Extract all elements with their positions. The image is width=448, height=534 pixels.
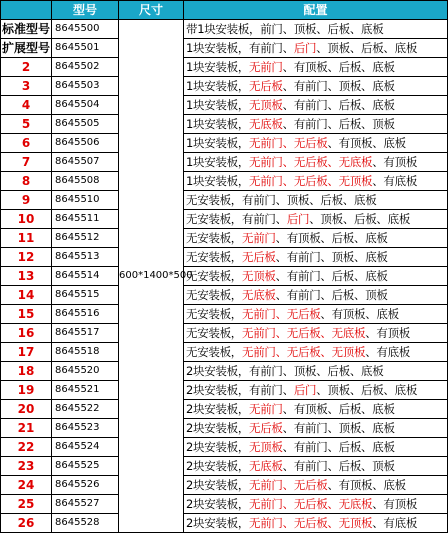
model-number: 8645528 [52, 514, 119, 533]
table-row [1, 495, 448, 514]
table-row [1, 229, 448, 248]
table-body [1, 20, 448, 533]
model-number: 8645520 [52, 362, 119, 381]
row-index: 14 [1, 286, 52, 305]
config-text: 1块安装板，有前门、 [186, 41, 294, 55]
config-cell [184, 77, 448, 96]
table-row [1, 153, 448, 172]
config-text: 、有前门、后板、顶板 [275, 288, 388, 302]
model-number: 8645517 [52, 324, 119, 343]
header-size: 尺寸 [119, 1, 184, 20]
config-cell [184, 134, 448, 153]
row-index: 5 [1, 115, 52, 134]
table-row [1, 476, 448, 495]
config-text: 、有顶板、后板、底板 [275, 231, 388, 245]
model-number: 8645511 [52, 210, 119, 229]
row-index: 2 [1, 58, 52, 77]
config-missing-part: 无前门、无后板、无顶板 [242, 345, 366, 359]
row-index: 26 [1, 514, 52, 533]
config-cell [184, 248, 448, 267]
row-index: 4 [1, 96, 52, 115]
config-text: 无安装板， [186, 326, 242, 340]
table-row [1, 58, 448, 77]
config-text: 、有顶板、后板、底板 [282, 60, 395, 74]
table-row [1, 20, 448, 39]
row-index: 7 [1, 153, 52, 172]
config-text: 、顶板、后板、底板 [316, 383, 418, 397]
table-row [1, 457, 448, 476]
config-text: 1块安装板， [186, 155, 250, 169]
config-missing-part: 无后板 [249, 79, 283, 93]
config-text: 无安装板， [186, 345, 242, 359]
config-text: 、有前门、后板、底板 [275, 269, 388, 283]
config-missing-part: 无前门、无后板、无底板 [249, 155, 373, 169]
model-number: 8645503 [52, 77, 119, 96]
config-text: 1块安装板， [186, 117, 250, 131]
config-text: 、有底板 [372, 516, 418, 530]
model-number: 8645501 [52, 39, 119, 58]
config-missing-part: 无底板 [249, 117, 283, 131]
config-missing-part: 后门 [293, 383, 317, 397]
config-cell [184, 96, 448, 115]
model-number: 8645507 [52, 153, 119, 172]
table-row [1, 286, 448, 305]
row-index: 扩展型号 [1, 39, 52, 58]
config-text: 、有顶板 [372, 155, 418, 169]
config-cell [184, 457, 448, 476]
config-text: 、有前门、顶板、底板 [282, 79, 395, 93]
row-index: 12 [1, 248, 52, 267]
table-row [1, 305, 448, 324]
config-text: 、有顶板 [365, 326, 411, 340]
row-index: 24 [1, 476, 52, 495]
config-cell [184, 362, 448, 381]
config-text: 2块安装板， [186, 421, 250, 435]
table-row [1, 172, 448, 191]
config-text: 、有顶板、底板 [320, 307, 399, 321]
config-text: 、有顶板、后板、底板 [282, 402, 395, 416]
config-missing-part: 无前门、无后板、无底板 [249, 497, 373, 511]
table-row [1, 210, 448, 229]
row-index: 16 [1, 324, 52, 343]
config-text: 无安装板，有前门、 [186, 212, 287, 226]
model-number: 8645515 [52, 286, 119, 305]
model-number: 8645504 [52, 96, 119, 115]
config-text: 2块安装板， [186, 459, 250, 473]
config-text: 2块安装板， [186, 478, 250, 492]
model-number: 8645506 [52, 134, 119, 153]
table-row [1, 381, 448, 400]
config-missing-part: 无前门、无后板、无顶板 [249, 174, 373, 188]
config-cell [184, 305, 448, 324]
row-index: 22 [1, 438, 52, 457]
config-text: 1块安装板， [186, 174, 250, 188]
model-number: 8645502 [52, 58, 119, 77]
config-cell [184, 286, 448, 305]
model-number: 8645527 [52, 495, 119, 514]
table-row [1, 39, 448, 58]
header-index [1, 1, 52, 20]
config-cell [184, 381, 448, 400]
config-cell [184, 438, 448, 457]
model-number: 8645505 [52, 115, 119, 134]
config-missing-part: 无前门、无后板 [249, 478, 328, 492]
config-text: 无安装板， [186, 288, 242, 302]
model-number: 8645513 [52, 248, 119, 267]
size-cell: 600*1400*500 [119, 20, 184, 533]
config-text: 2块安装板， [186, 440, 250, 454]
model-number: 8645525 [52, 457, 119, 476]
config-missing-part: 后门 [286, 212, 310, 226]
config-text: 、有前门、后板、底板 [282, 98, 395, 112]
row-index: 23 [1, 457, 52, 476]
config-text: 、有前门、后板、顶板 [282, 459, 395, 473]
config-cell [184, 153, 448, 172]
table-row [1, 134, 448, 153]
config-text: 2块安装板， [186, 402, 250, 416]
row-index: 6 [1, 134, 52, 153]
row-index: 20 [1, 400, 52, 419]
model-number: 8645512 [52, 229, 119, 248]
config-text: 2块安装板，有前门、 [186, 383, 294, 397]
row-index: 11 [1, 229, 52, 248]
config-cell [184, 172, 448, 191]
config-cell [184, 495, 448, 514]
config-text: 无安装板， [186, 269, 242, 283]
table-row [1, 419, 448, 438]
model-number: 8645518 [52, 343, 119, 362]
table-row [1, 362, 448, 381]
row-index: 17 [1, 343, 52, 362]
config-missing-part: 无前门、无后板、无顶板 [249, 516, 373, 530]
config-text: 1块安装板， [186, 60, 250, 74]
config-missing-part: 无顶板 [242, 269, 276, 283]
config-missing-part: 无底板 [249, 459, 283, 473]
table-row [1, 343, 448, 362]
model-number: 8645516 [52, 305, 119, 324]
config-missing-part: 无底板 [242, 288, 276, 302]
table-row [1, 400, 448, 419]
table-row [1, 324, 448, 343]
config-missing-part: 无前门、无后板 [242, 307, 321, 321]
config-missing-part: 无前门 [249, 60, 283, 74]
model-number: 8645526 [52, 476, 119, 495]
config-cell [184, 514, 448, 533]
row-index: 10 [1, 210, 52, 229]
table-row [1, 267, 448, 286]
model-number: 8645510 [52, 191, 119, 210]
config-missing-part: 无前门、无后板、无底板 [242, 326, 366, 340]
config-text: 、有顶板、底板 [327, 478, 406, 492]
row-index: 15 [1, 305, 52, 324]
config-missing-part: 后门 [293, 41, 317, 55]
row-index: 标准型号 [1, 20, 52, 39]
table-row [1, 248, 448, 267]
config-missing-part: 无前门 [249, 402, 283, 416]
config-text: 、有顶板、底板 [327, 136, 406, 150]
model-number: 8645500 [52, 20, 119, 39]
config-text: 2块安装板， [186, 497, 250, 511]
config-text: 无安装板， [186, 250, 242, 264]
config-text: 2块安装板，有前门、顶板、后板、底板 [186, 364, 384, 378]
row-index: 3 [1, 77, 52, 96]
config-text: 2块安装板， [186, 516, 250, 530]
config-text: 、有底板 [372, 174, 418, 188]
config-cell [184, 20, 448, 39]
config-text: 、顶板、后板、底板 [316, 41, 418, 55]
config-cell [184, 115, 448, 134]
config-text: 、有前门、后板、顶板 [282, 117, 395, 131]
model-number: 8645522 [52, 400, 119, 419]
row-index: 9 [1, 191, 52, 210]
config-missing-part: 无顶板 [249, 98, 283, 112]
config-text: 、顶板、后板、底板 [309, 212, 411, 226]
config-cell [184, 191, 448, 210]
header-row [1, 1, 448, 20]
row-index: 25 [1, 495, 52, 514]
config-text: 1块安装板， [186, 98, 250, 112]
config-missing-part: 无后板 [242, 250, 276, 264]
config-text: 1块安装板， [186, 79, 250, 93]
row-index: 18 [1, 362, 52, 381]
model-number: 8645508 [52, 172, 119, 191]
table-row [1, 191, 448, 210]
table-row [1, 77, 448, 96]
config-cell [184, 419, 448, 438]
header-model: 型号 [52, 1, 119, 20]
model-number: 8645514 [52, 267, 119, 286]
row-index: 21 [1, 419, 52, 438]
config-cell [184, 229, 448, 248]
table-row [1, 96, 448, 115]
config-missing-part: 无前门 [242, 231, 276, 245]
row-index: 8 [1, 172, 52, 191]
config-text: 、有前门、顶板、底板 [282, 421, 395, 435]
config-cell [184, 58, 448, 77]
row-index: 19 [1, 381, 52, 400]
config-cell [184, 476, 448, 495]
config-text: 带1块安装板，前门、顶板、后板、底板 [186, 22, 384, 36]
model-number: 8645524 [52, 438, 119, 457]
config-text: 、有底板 [365, 345, 411, 359]
table-row [1, 514, 448, 533]
config-text: 无安装板， [186, 307, 242, 321]
config-cell [184, 400, 448, 419]
config-missing-part: 无顶板 [249, 440, 283, 454]
config-cell [184, 267, 448, 286]
config-missing-part: 无后板 [249, 421, 283, 435]
row-index: 13 [1, 267, 52, 286]
config-text: 、有顶板 [372, 497, 418, 511]
table-row [1, 438, 448, 457]
header-config: 配置 [184, 1, 448, 20]
table-row [1, 115, 448, 134]
config-cell [184, 343, 448, 362]
config-text: 、有前门、后板、底板 [282, 440, 395, 454]
config-text: 无安装板，有前门、顶板、后板、底板 [186, 193, 377, 207]
config-cell [184, 324, 448, 343]
config-missing-part: 无前门、无后板 [249, 136, 328, 150]
model-number: 8645523 [52, 419, 119, 438]
config-cell [184, 39, 448, 58]
config-text: 无安装板， [186, 231, 242, 245]
config-text: 1块安装板， [186, 136, 250, 150]
config-cell [184, 210, 448, 229]
model-number: 8645521 [52, 381, 119, 400]
config-text: 、有前门、顶板、底板 [275, 250, 388, 264]
